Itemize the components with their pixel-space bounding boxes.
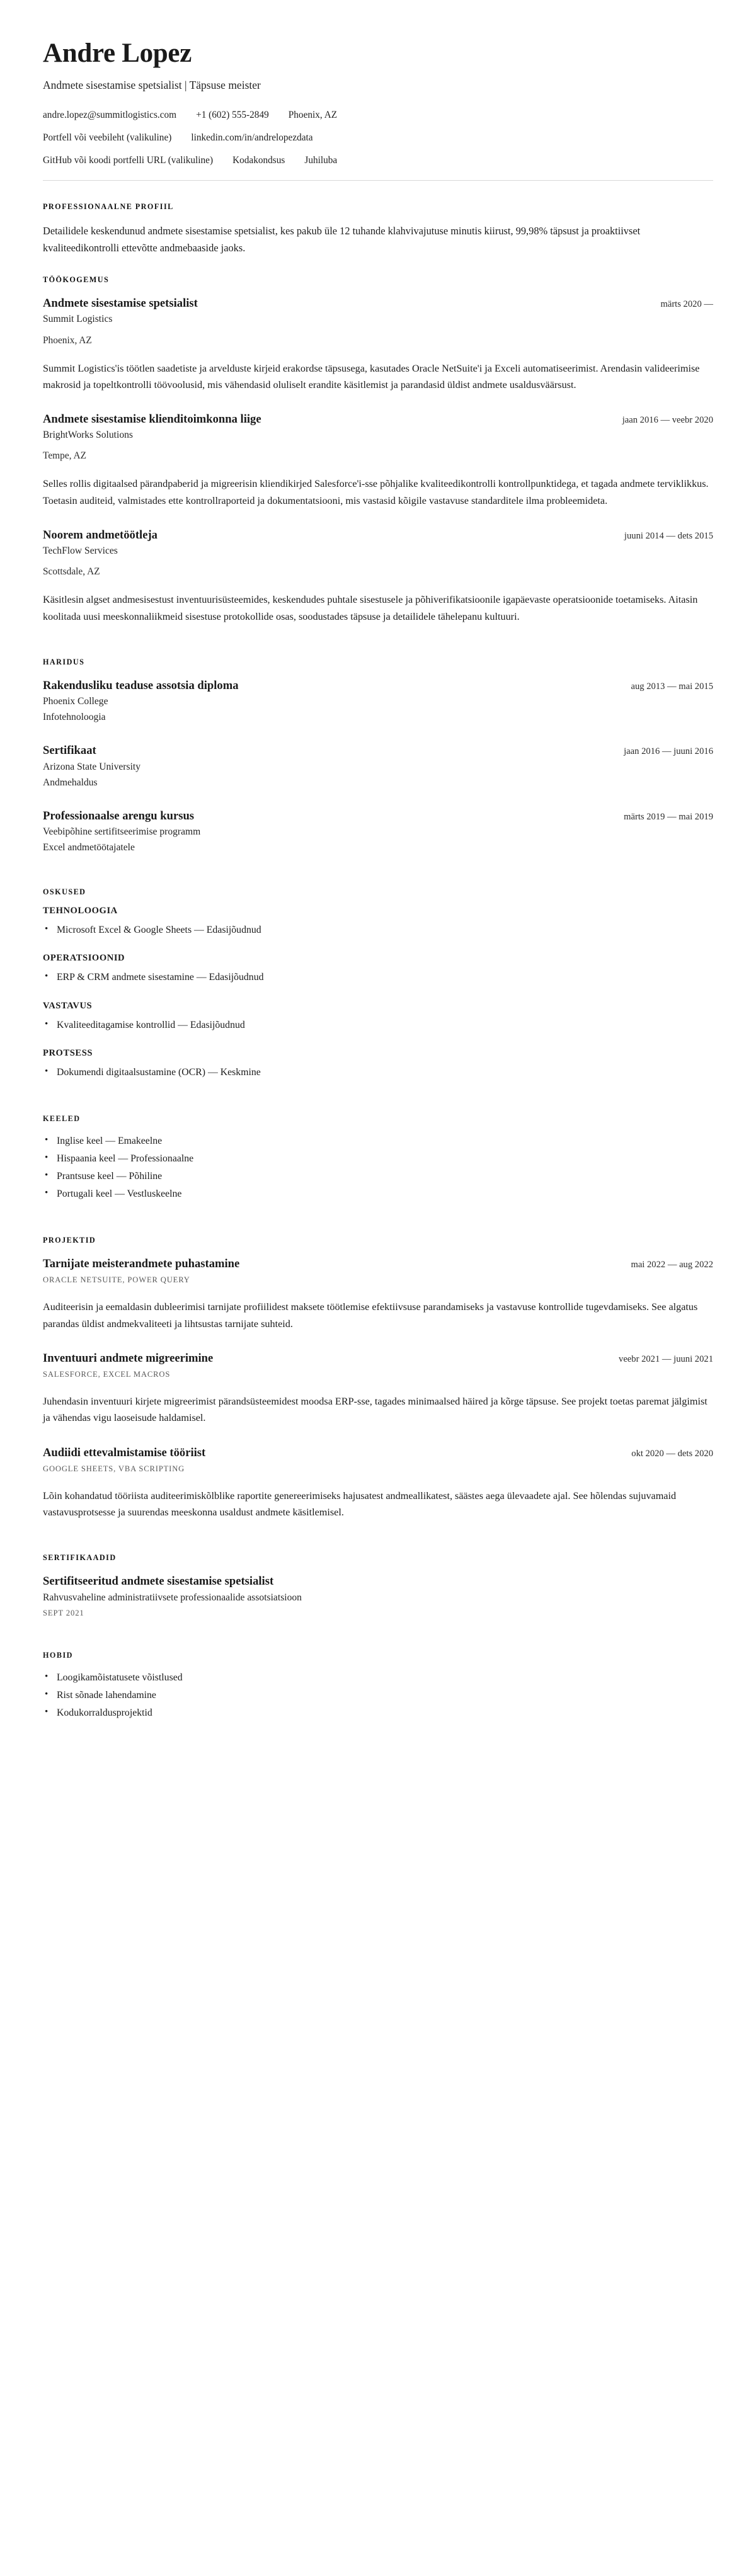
spacer [43,1539,713,1553]
language-list [43,1132,713,1203]
skill-list [43,1064,713,1081]
spacer [43,1222,713,1236]
profile-summary: Detailidele keskendunud andmete sisestamise spetsialist, kes pakub üle 12 tuhande klahvivajutuse minutis kiirust, 99,98% täpsust ja proaktiivset kvaliteedikontrolli ettevõtte andmebaaside jaoks. [43,225,641,254]
header-divider [43,180,713,181]
contact-driverslicense-label: Juhiluba [304,155,338,166]
language-item: • Portugali keel — Vestluskeelne [43,1185,713,1203]
contact-portfolio-label: Portfell või veebileht (valikuline) [43,132,172,144]
experience-entry [43,528,713,625]
project-entry [43,1351,713,1427]
skill-item: • Dokumendi digitaalsustamine (OCR) — Keskmine [43,1064,713,1081]
experience-description: Selles rollis digitaalsed pärandpaberid ja migreerisin kliendikirjed Salesforce'i-sse põhjalike kvaliteedikontrolli kontrollpunktidega, et tagada andmete terviklikkus. Toetasin auditeid, valmistades ette kontrollraporteid ja dokumentatsiooni, mis vastasid kõigile vastavuse standarditele ilma probleemideta. [43,478,709,506]
certification-name: Sertifitseeritud andmete sisestamise spetsialist [43,1575,274,1588]
project-description: Auditeerisin ja eemaldasin dubleerimisi tarnijate profiilidest maksete töötlemise efektiivsuse parandamiseks ja vastavuse kontrollide tugevdamiseks. See algatus parandas üldist andmekvaliteeti ja lihtsustas tarnijate suhteid. [43,1301,698,1330]
contact-row-portfolio [43,132,713,144]
experience-company: Summit Logistics [43,314,113,325]
contact-row-primary [43,110,713,121]
experience-location: Tempe, AZ [43,450,87,462]
education-field: Andmehaldus [43,777,98,788]
experience-dates: märts 2020 — [660,299,713,310]
skill-group-title: PROTSESS [43,1047,93,1058]
skill-item: • Microsoft Excel & Google Sheets — Edasijõudnud [43,921,713,939]
skill-list [43,1017,713,1034]
spacer [43,874,713,887]
section-skills [43,887,713,1081]
skill-group [43,1048,713,1081]
section-title-certifications: SERTIFIKAADID [43,1553,117,1563]
section-education [43,658,713,855]
contact-linkedin[interactable]: linkedin.com/in/andrelopezdata [191,132,313,144]
hobby-item: • Kodukorraldusprojektid [43,1704,713,1722]
contact-row-extra [43,155,713,166]
project-dates: mai 2022 — aug 2022 [631,1260,713,1270]
contact-email[interactable]: andre.lopez@summitlogistics.com [43,110,177,121]
project-tech: SALESFORCE, EXCEL MACROS [43,1370,171,1379]
spacer [43,1637,713,1651]
experience-dates: juuni 2014 — dets 2015 [624,530,713,541]
experience-dates: jaan 2016 — veebr 2020 [622,415,713,426]
certification-entry [43,1574,713,1617]
skill-group-title: OPERATSIOONID [43,953,125,964]
project-entry-head [43,1445,713,1460]
section-title-hobbies: HOBID [43,1650,73,1660]
hobby-item: • Rist sõnade lahendamine [43,1687,713,1704]
experience-location: Phoenix, AZ [43,334,92,346]
experience-company: BrightWorks Solutions [43,430,134,441]
experience-entry-head [43,296,713,311]
education-school: Veebipõhine sertifitseerimise programm [43,826,201,838]
experience-entry-head [43,412,713,426]
education-entry-head [43,743,713,758]
skill-group [43,1001,713,1034]
education-field: Excel andmetöötajatele [43,842,135,853]
experience-entry-head [43,528,713,542]
contact-citizenship-label: Kodakondsus [232,155,285,166]
education-school: Phoenix College [43,695,108,707]
education-dates: märts 2019 — mai 2019 [624,811,713,822]
language-item: • Prantsuse keel — Põhiline [43,1168,713,1185]
certification-date: SEPT 2021 [43,1608,84,1617]
project-tech: ORACLE NETSUITE, POWER QUERY [43,1275,190,1285]
education-field: Infotehnoloogia [43,712,106,723]
experience-description: Summit Logistics'is töötlen saadetiste ja arvelduste kirjeid erakordse täpsusega, kasutades Oracle NetSuite'i ja Exceli automatiseerimist. Arendasin valideerimise makrosid ja topeltkontrolli töövoolusid, mis vähendasid oluliselt erandite käsitlemist ja parandasid üldist andmete usaldusväärsust. [43,362,700,390]
section-profile [43,202,713,256]
candidate-headline: Andmete sisestamise spetsialist | Täpsuse meister [43,79,261,92]
experience-location: Scottsdale, AZ [43,566,100,578]
section-certifications [43,1553,713,1617]
experience-role: Andmete sisestamise klienditoimkonna liige [43,413,261,426]
education-entry [43,809,713,855]
project-description: Juhendasin inventuuri kirjete migreerimist pärandsüsteemidest moodsa ERP-sse, tagades minimaalsed häired ja kõrge täpsuse. See projekt toetas paremat jälgimist ja vähendas vigu laoseisude haldamisel. [43,1396,707,1424]
project-name: Inventuuri andmete migreerimine [43,1351,214,1365]
skill-list [43,969,713,986]
project-entry-head [43,1257,713,1271]
education-degree: Professionaalse arengu kursus [43,809,195,823]
experience-entry [43,296,713,393]
education-entry-head [43,809,713,823]
project-name: Tarnijate meisterandmete puhastamine [43,1257,240,1271]
project-tech: GOOGLE SHEETS, VBA SCRIPTING [43,1464,185,1473]
skill-group [43,953,713,986]
skill-item: • Kvaliteeditagamise kontrollid — Edasijõudnud [43,1017,713,1034]
contact-location: Phoenix, AZ [288,110,338,121]
section-title-skills: OSKUSED [43,887,86,897]
section-title-languages: KEELED [43,1114,81,1123]
education-school: Arizona State University [43,761,141,772]
section-languages [43,1114,713,1203]
section-projects [43,1236,713,1520]
experience-entry [43,412,713,509]
contact-github-label: GitHub või koodi portfelli URL (valikuline) [43,155,214,166]
contact-phone[interactable]: +1 (602) 555-2849 [196,110,269,121]
hobby-item: • Loogikamõistatusete võistlused [43,1669,713,1687]
experience-role: Noorem andmetöötleja [43,528,158,542]
section-title-projects: PROJEKTID [43,1236,96,1245]
project-dates: okt 2020 — dets 2020 [631,1448,713,1459]
project-entry [43,1445,713,1521]
skill-group-title: VASTAVUS [43,1000,93,1011]
education-entry-head [43,678,713,693]
project-entry [43,1257,713,1332]
section-experience [43,275,713,625]
section-title-experience: TÖÖKOGEMUS [43,275,110,285]
education-dates: jaan 2016 — juuni 2016 [624,746,713,757]
experience-company: TechFlow Services [43,545,118,557]
education-entry [43,678,713,725]
spacer [43,644,713,658]
spacer [43,1100,713,1114]
experience-description: Käsitlesin algset andmesisestust inventuurisüsteemides, keskendudes puhtale sisestusele ja põhiverifikatsioonile igapäevaste operatsioonide toetamiseks. Aitasin koolitada uusi meeskonnaliikmeid sisestuse protokollide osas, soodustades täpsuse ja detailidele tähelepanu kultuuri. [43,594,698,622]
education-entry [43,743,713,790]
language-item: • Inglise keel — Emakeelne [43,1132,713,1150]
education-degree: Rakendusliku teaduse assotsia diploma [43,678,239,692]
skill-group-title: TEHNOLOOGIA [43,906,118,916]
skill-list [43,921,713,939]
education-dates: aug 2013 — mai 2015 [631,681,713,692]
certification-issuer: Rahvusvaheline administratiivsete professionaalide assotsiatsioon [43,1592,302,1603]
section-title-education: HARIDUS [43,657,85,666]
section-hobbies [43,1651,713,1722]
resume-header [43,39,713,181]
project-entry-head [43,1351,713,1365]
language-item: • Hispaania keel — Professionaalne [43,1150,713,1168]
project-description: Lõin kohandatud tööriista auditeerimiskõlblike raportite genereerimiseks hajusatest andmeallikatest, säästes aega ülevaadete ajal. See hõlendas sujuvamaid vastavusprotsesse ja suurendas meeskonna usaldust andmete käsitlemisel. [43,1490,677,1519]
hobby-list [43,1669,713,1722]
section-title-profile: PROFESSIONAALNE PROFIIL [43,202,174,212]
candidate-name: Andre Lopez [43,38,192,68]
experience-role: Andmete sisestamise spetsialist [43,297,198,311]
education-degree: Sertifikaat [43,744,96,758]
skill-item: • ERP & CRM andmete sisestamine — Edasijõudnud [43,969,713,986]
skill-group [43,906,713,939]
project-dates: veebr 2021 — juuni 2021 [619,1354,713,1364]
project-name: Audiidi ettevalmistamise tööriist [43,1445,206,1459]
